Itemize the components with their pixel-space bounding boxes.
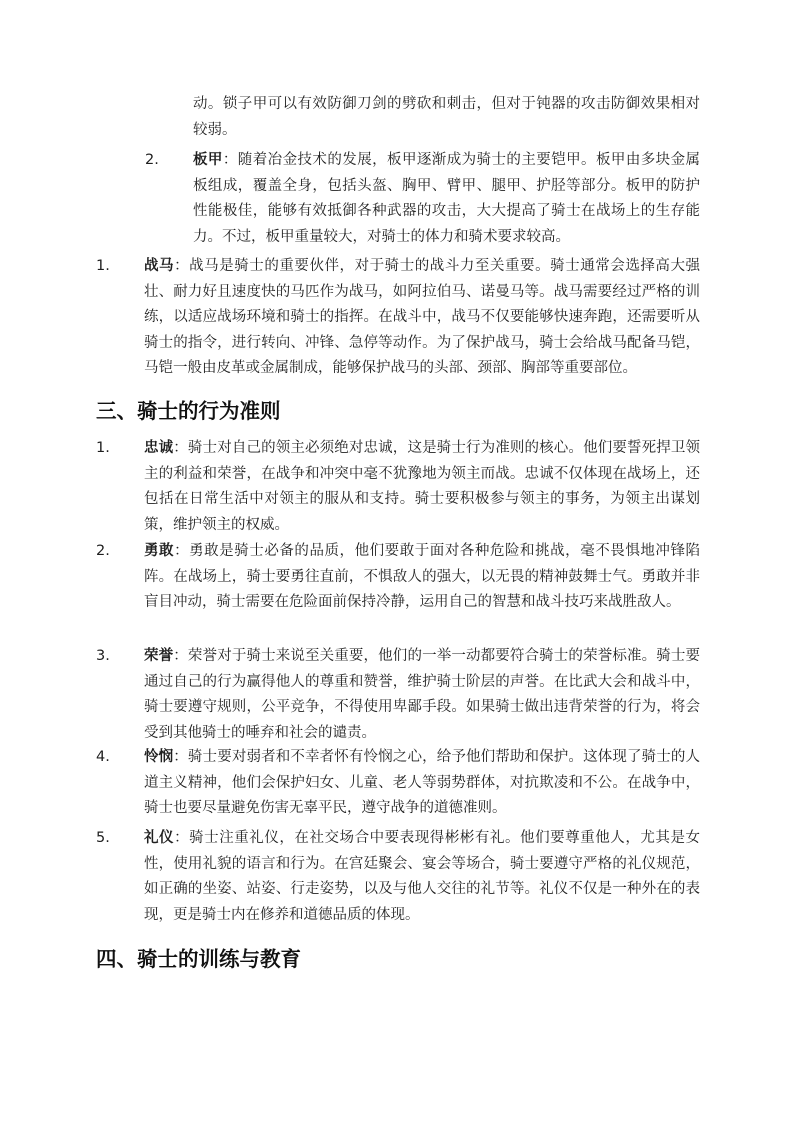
item-term: 忠诚 — [144, 440, 174, 456]
list-item-body — [144, 539, 700, 616]
list-item-loyalty — [96, 436, 700, 538]
item-text: 骑士注重礼仪，在社交场合中要表现得彬彬有礼。他们要尊重他人，尤其是女性，使用礼貌的语言和行为。在宫廷聚会、宴会等场合，骑士要遵守严格的礼仪规范，如正确的坐姿、站姿、行走姿势，以及与他人交往的礼节等。礼仪不仅是一种外在的表现，更是骑士内在修养和道德品质的体现。 — [144, 830, 701, 923]
list-item-warhorse — [96, 254, 700, 382]
term-separator: ： — [173, 440, 188, 456]
list-number: 5. — [96, 830, 110, 846]
item-term: 勇敢 — [144, 543, 175, 559]
list-item-body — [193, 148, 700, 250]
item-text: 骑士要对弱者和不幸者怀有怜悯之心，给予他们帮助和保护。这体现了骑士的人道主义精神，他们会保护妇女、儿童、老人等弱势群体，对抗欺凌和不公。在战争中，骑士也要尽量避免伤害无辜平民，遵守战争的道德准则。 — [144, 749, 701, 817]
list-item-plate-armor — [145, 148, 700, 250]
list-item-body — [144, 436, 700, 538]
list-item-courage — [96, 539, 700, 616]
list-item-etiquette — [96, 826, 700, 928]
item-text: 骑士对自己的领主必须绝对忠诚，这是骑士行为准则的核心。他们要誓死捍卫领主的利益和荣誉，在战争和冲突中毫不犹豫地为领主而战。忠诚不仅体现在战场上，还包括在日常生活中对领主的服从和支持。骑士要积极参与领主的事务，为领主出谋划策，维护领主的权威。 — [144, 440, 701, 533]
section-heading-3: 三、骑士的行为准则 — [96, 399, 281, 423]
list-number: 2. — [96, 543, 110, 559]
item-text: 随着冶金技术的发展，板甲逐渐成为骑士的主要铠甲。板甲由多块金属板组成，覆盖全身，包括头盔、胸甲、臂甲、腿甲、护胫等部分。板甲的防护性能极佳，能够有效抵御各种武器的攻击，大大提高了骑士在战场上的生存能力。不过，板甲重量较大，对骑士的体力和骑术要求较高。 — [193, 152, 701, 245]
item-text: 战马是骑士的重要伙伴，对于骑士的战斗力至关重要。骑士通常会选择高大强壮、耐力好且速度快的马匹作为战马，如阿拉伯马、诺曼马等。战马需要经过严格的训练，以适应战场环境和骑士的指挥。在战斗中，战马不仅要能够快速奔跑，还需要听从骑士的指令，进行转向、冲锋、急停等动作。为了保护战马，骑士会给战马配备马铠，马铠一般由皮革或金属制成，能够保护战马的头部、颈部、胸部等重要部位。 — [144, 258, 701, 377]
term-separator: ： — [173, 749, 188, 765]
list-number: 3. — [96, 648, 110, 664]
item-term: 怜悯 — [144, 749, 174, 765]
list-number: 1. — [96, 258, 110, 274]
list-item-body — [144, 254, 700, 382]
term-separator: ： — [174, 258, 190, 274]
item-text: 勇敢是骑士必备的品质，他们要敢于面对各种危险和挑战，毫不畏惧地冲锋陷阵。在战场上，骑士要勇往直前，不惧敌人的强大，以无畏的精神鼓舞士气。勇敢并非盲目冲动，骑士需要在危险面前保持冷静，运用自己的智慧和战斗技巧来战胜敌人。 — [144, 543, 701, 611]
item-term: 荣誉 — [144, 648, 174, 664]
continued-paragraph: 动。锁子甲可以有效防御刀剑的劈砍和刺击，但对于钝器的攻击防御效果相对较弱。 — [193, 96, 700, 138]
list-item-body — [144, 745, 700, 822]
list-item-body — [144, 826, 700, 928]
section-heading-4: 四、骑士的训练与教育 — [96, 947, 301, 971]
list-number: 1. — [96, 440, 110, 456]
item-term: 礼仪 — [144, 830, 175, 846]
term-separator: ： — [173, 648, 188, 664]
item-term: 板甲 — [193, 152, 223, 168]
list-item-body — [144, 644, 700, 746]
term-separator: ： — [222, 152, 238, 168]
list-item-honor — [96, 644, 700, 746]
list-item-mercy — [96, 745, 700, 822]
term-separator: ： — [174, 830, 190, 846]
item-term: 战马 — [144, 258, 175, 274]
term-separator: ： — [174, 543, 190, 559]
list-number: 4. — [96, 749, 110, 765]
item-text: 荣誉对于骑士来说至关重要，他们的一举一动都要符合骑士的荣誉标准。骑士要通过自己的行为赢得他人的尊重和赞誉，维护骑士阶层的声誉。在比武大会和战斗中，骑士要遵守规则，公平竞争，不得使用卑鄙手段。如果骑士做出违背荣誉的行为，将会受到其他骑士的唾弃和社会的谴责。 — [144, 648, 701, 741]
list-item-continued — [145, 92, 700, 143]
list-number: 2. — [145, 152, 159, 168]
